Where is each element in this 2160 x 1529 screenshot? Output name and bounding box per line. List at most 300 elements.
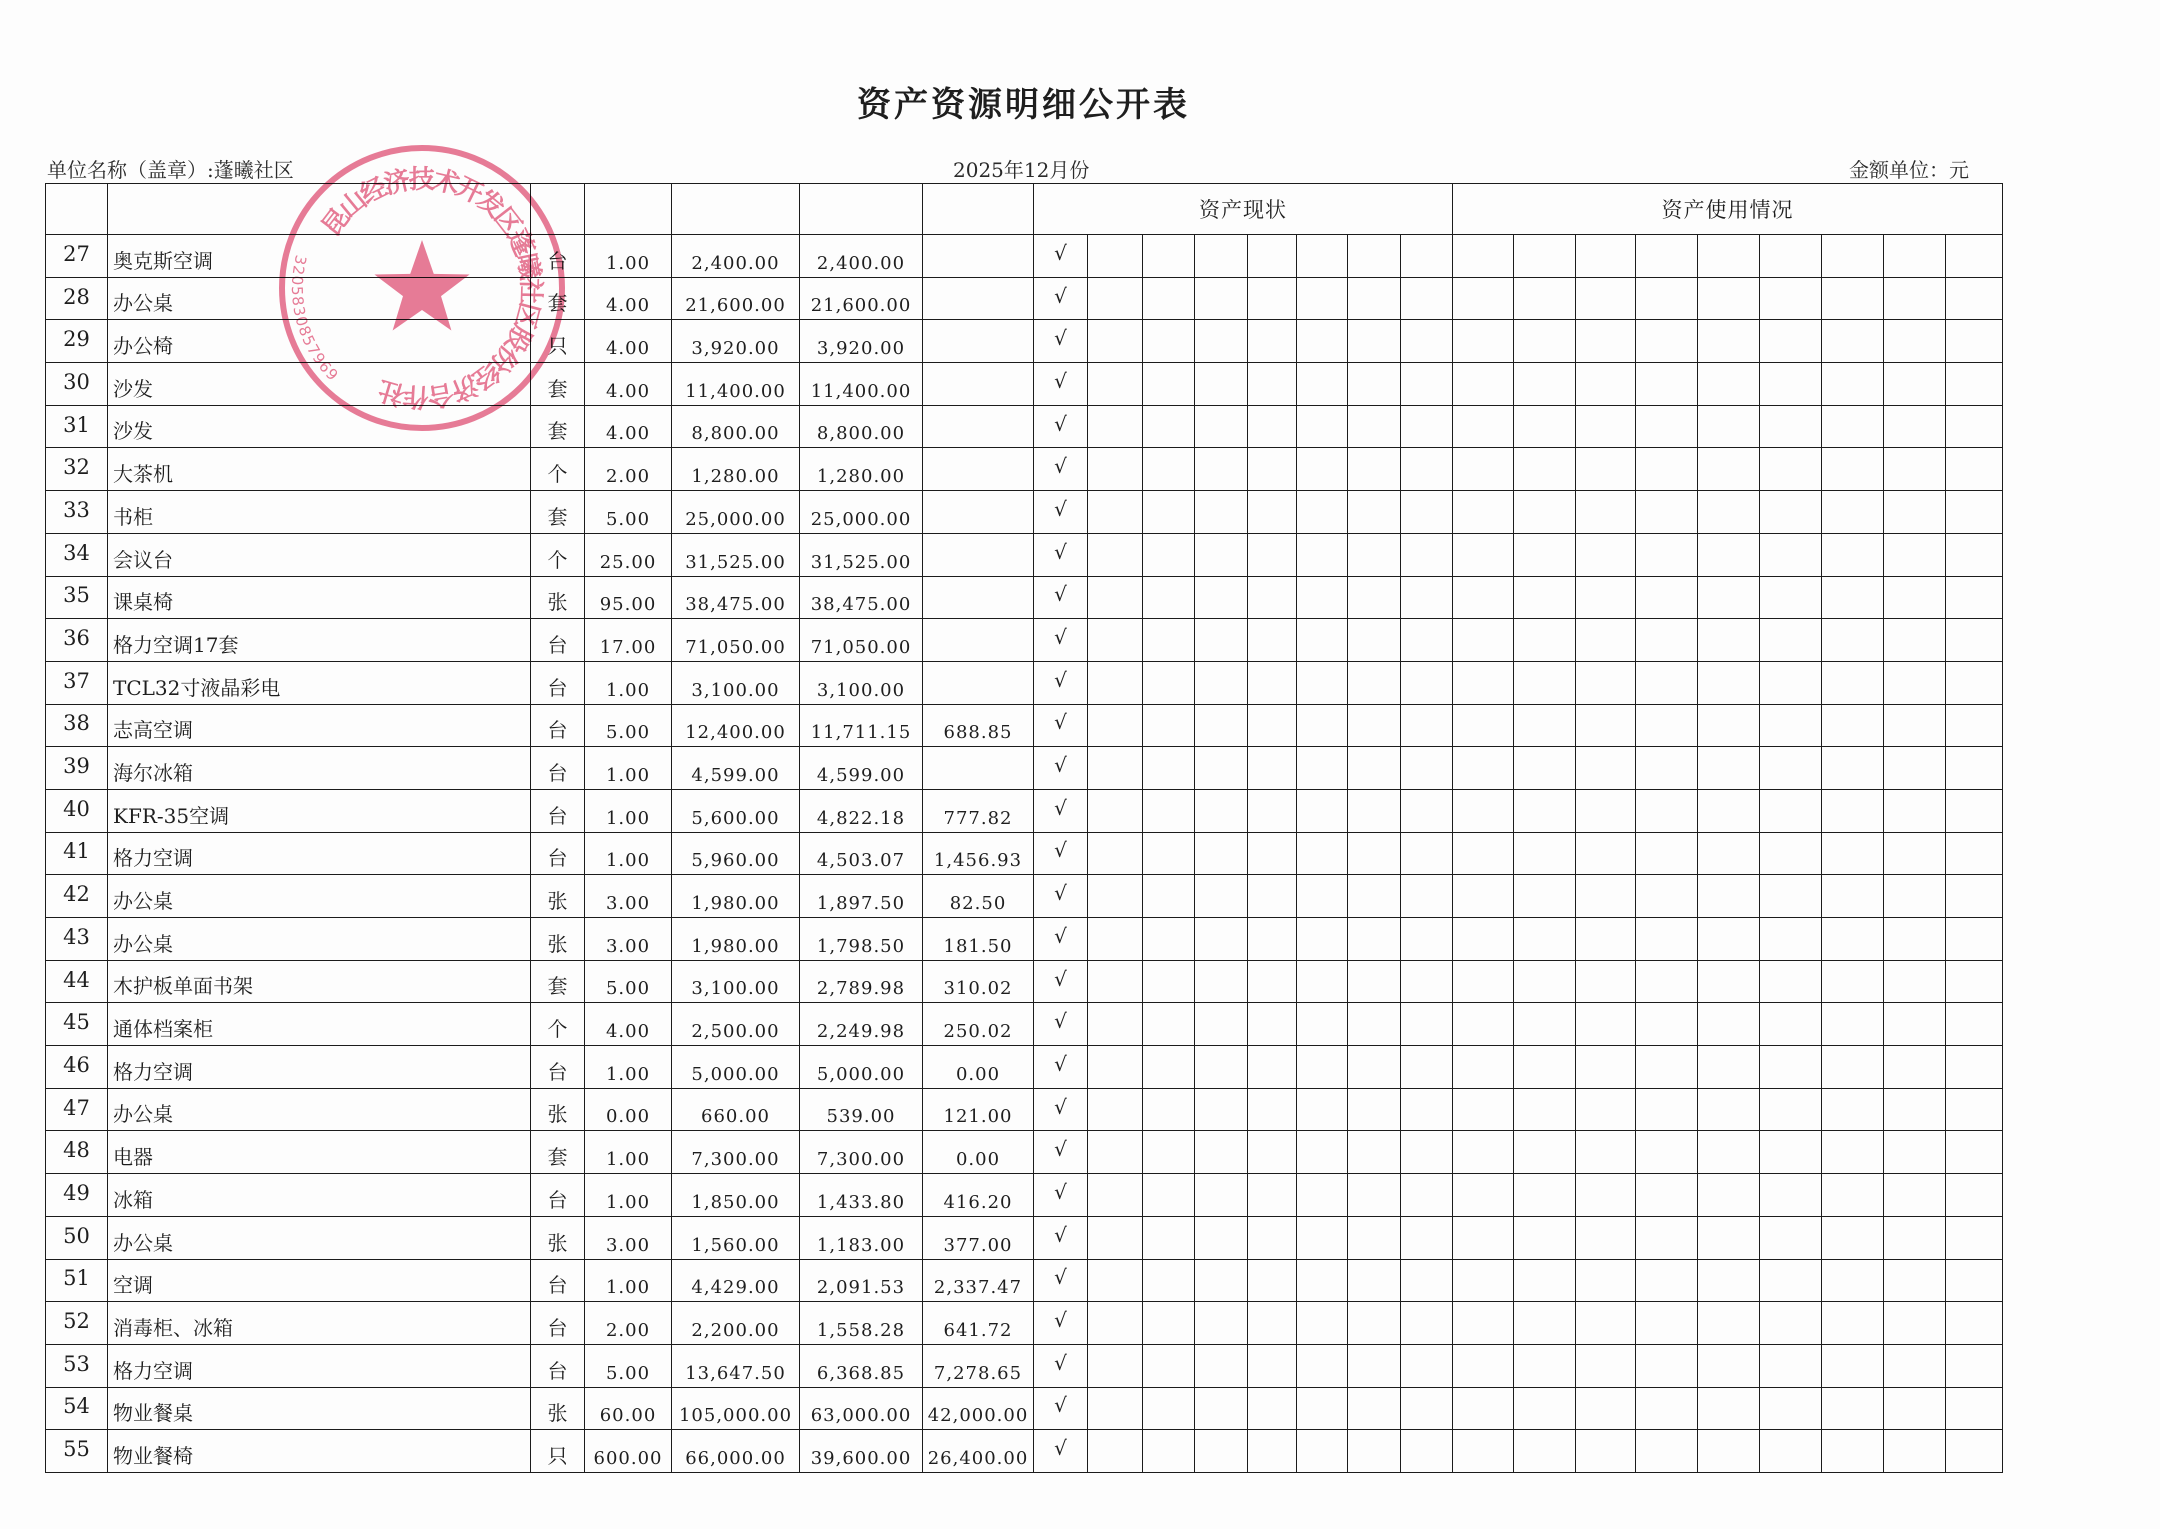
check-mark: √: [1034, 832, 1088, 875]
table-row: [46, 320, 2003, 363]
asset-status-cell: [1195, 405, 1248, 448]
item-name: 奥克斯空调: [108, 235, 531, 278]
asset-status-cell: [1143, 1131, 1195, 1174]
asset-usage-cell: [1698, 576, 1760, 619]
table-header-row: [46, 184, 2003, 235]
row-number: 42: [46, 875, 108, 918]
table-row: [46, 1003, 2003, 1046]
asset-usage-cell: [1760, 1302, 1822, 1345]
asset-status-cell: [1248, 1344, 1297, 1387]
balance: 4,599.00: [800, 747, 923, 790]
asset-usage-cell: [1576, 832, 1636, 875]
asset-usage-cell: [1946, 277, 2003, 320]
difference: 0.00: [923, 1046, 1034, 1089]
quantity: 2.00: [585, 448, 672, 491]
asset-status-cell: [1143, 1430, 1195, 1473]
asset-status-cell: [1143, 1174, 1195, 1217]
asset-status-cell: [1401, 576, 1453, 619]
row-number: 37: [46, 661, 108, 704]
balance: 1,798.50: [800, 918, 923, 961]
asset-usage-cell: [1698, 875, 1760, 918]
table-row: [46, 747, 2003, 790]
asset-usage-cell: [1884, 1003, 1946, 1046]
asset-status-cell: [1248, 619, 1297, 662]
balance: 1,280.00: [800, 448, 923, 491]
header-asset-usage: 资产使用情况: [1453, 184, 2003, 235]
asset-usage-cell: [1514, 1344, 1576, 1387]
check-mark: √: [1034, 619, 1088, 662]
asset-status-cell: [1088, 320, 1143, 363]
balance: 2,400.00: [800, 235, 923, 278]
difference: [923, 491, 1034, 534]
amount: 8,800.00: [672, 405, 800, 448]
table-row: [46, 1430, 2003, 1473]
amount: 5,000.00: [672, 1046, 800, 1089]
item-name: 物业餐椅: [108, 1430, 531, 1473]
unit-of-measure: 台: [531, 747, 585, 790]
table-row: [46, 1088, 2003, 1131]
asset-usage-cell: [1760, 1046, 1822, 1089]
check-mark: √: [1034, 1344, 1088, 1387]
asset-status-cell: [1348, 576, 1401, 619]
asset-status-cell: [1195, 1046, 1248, 1089]
asset-usage-cell: [1576, 448, 1636, 491]
row-number: 29: [46, 320, 108, 363]
asset-usage-cell: [1636, 832, 1698, 875]
asset-usage-cell: [1636, 789, 1698, 832]
table-row: [46, 1259, 2003, 1302]
asset-status-cell: [1297, 960, 1348, 1003]
asset-usage-cell: [1822, 1430, 1884, 1473]
unit-of-measure: 套: [531, 363, 585, 406]
asset-usage-cell: [1514, 533, 1576, 576]
item-name: 办公桌: [108, 918, 531, 961]
balance: 1,897.50: [800, 875, 923, 918]
asset-usage-cell: [1514, 405, 1576, 448]
unit-of-measure: 台: [531, 619, 585, 662]
asset-usage-cell: [1514, 619, 1576, 662]
row-number: 46: [46, 1046, 108, 1089]
asset-usage-cell: [1760, 661, 1822, 704]
asset-usage-cell: [1514, 832, 1576, 875]
balance: 1,183.00: [800, 1216, 923, 1259]
asset-status-cell: [1348, 1259, 1401, 1302]
asset-status-cell: [1248, 320, 1297, 363]
asset-status-cell: [1195, 704, 1248, 747]
unit-of-measure: 只: [531, 1430, 585, 1473]
asset-status-cell: [1248, 747, 1297, 790]
asset-usage-cell: [1884, 448, 1946, 491]
asset-usage-cell: [1946, 1430, 2003, 1473]
asset-usage-cell: [1576, 405, 1636, 448]
asset-usage-cell: [1453, 789, 1514, 832]
unit-of-measure: 张: [531, 1387, 585, 1430]
amount: 25,000.00: [672, 491, 800, 534]
table-row: [46, 1344, 2003, 1387]
difference: [923, 320, 1034, 363]
asset-status-cell: [1401, 747, 1453, 790]
asset-usage-cell: [1636, 277, 1698, 320]
header-blank-cell: [531, 184, 585, 235]
item-name: 空调: [108, 1259, 531, 1302]
quantity: 5.00: [585, 960, 672, 1003]
asset-usage-cell: [1636, 405, 1698, 448]
asset-status-cell: [1297, 405, 1348, 448]
unit-of-measure: 台: [531, 661, 585, 704]
unit-of-measure: 台: [531, 235, 585, 278]
table-row: [46, 875, 2003, 918]
asset-status-cell: [1401, 1430, 1453, 1473]
difference: 26,400.00: [923, 1430, 1034, 1473]
table-row: [46, 704, 2003, 747]
table-row: [46, 1302, 2003, 1345]
asset-usage-cell: [1760, 277, 1822, 320]
asset-status-cell: [1401, 918, 1453, 961]
currency-unit-label: 金额单位：元: [1849, 158, 1969, 182]
item-name: 通体档案柜: [108, 1003, 531, 1046]
quantity: 4.00: [585, 363, 672, 406]
asset-status-cell: [1088, 1088, 1143, 1131]
asset-status-cell: [1195, 1302, 1248, 1345]
asset-usage-cell: [1822, 277, 1884, 320]
asset-usage-cell: [1946, 533, 2003, 576]
row-number: 49: [46, 1174, 108, 1217]
asset-status-cell: [1348, 661, 1401, 704]
row-number: 51: [46, 1259, 108, 1302]
asset-usage-cell: [1514, 576, 1576, 619]
asset-usage-cell: [1760, 918, 1822, 961]
unit-of-measure: 套: [531, 491, 585, 534]
asset-status-cell: [1195, 1387, 1248, 1430]
asset-status-cell: [1401, 1131, 1453, 1174]
asset-status-cell: [1195, 1088, 1248, 1131]
asset-usage-cell: [1636, 875, 1698, 918]
asset-usage-cell: [1884, 533, 1946, 576]
asset-status-cell: [1348, 1046, 1401, 1089]
asset-status-cell: [1401, 789, 1453, 832]
asset-usage-cell: [1698, 533, 1760, 576]
unit-of-measure: 台: [531, 1046, 585, 1089]
asset-status-cell: [1088, 491, 1143, 534]
amount: 66,000.00: [672, 1430, 800, 1473]
asset-usage-cell: [1453, 832, 1514, 875]
asset-status-cell: [1297, 1174, 1348, 1217]
asset-usage-cell: [1946, 1174, 2003, 1217]
asset-status-cell: [1348, 960, 1401, 1003]
asset-status-cell: [1348, 789, 1401, 832]
quantity: 3.00: [585, 1216, 672, 1259]
asset-usage-cell: [1884, 491, 1946, 534]
item-name: TCL32寸液晶彩电: [108, 661, 531, 704]
asset-usage-cell: [1636, 704, 1698, 747]
asset-status-cell: [1401, 619, 1453, 662]
asset-usage-cell: [1760, 1430, 1822, 1473]
unit-of-measure: 只: [531, 320, 585, 363]
amount: 2,200.00: [672, 1302, 800, 1345]
item-name: 格力空调17套: [108, 619, 531, 662]
asset-usage-cell: [1884, 235, 1946, 278]
asset-status-cell: [1088, 619, 1143, 662]
asset-status-cell: [1143, 405, 1195, 448]
difference: 688.85: [923, 704, 1034, 747]
amount: 71,050.00: [672, 619, 800, 662]
asset-status-cell: [1348, 1003, 1401, 1046]
asset-usage-cell: [1514, 1259, 1576, 1302]
asset-status-cell: [1348, 875, 1401, 918]
table-row: [46, 533, 2003, 576]
check-mark: √: [1034, 661, 1088, 704]
asset-status-cell: [1348, 1387, 1401, 1430]
check-mark: √: [1034, 1131, 1088, 1174]
table-row: [46, 1046, 2003, 1089]
amount: 7,300.00: [672, 1131, 800, 1174]
quantity: 1.00: [585, 1046, 672, 1089]
asset-usage-cell: [1822, 1302, 1884, 1345]
row-number: 28: [46, 277, 108, 320]
asset-status-cell: [1348, 747, 1401, 790]
seal-code-text: 3205830857969: [287, 253, 342, 385]
asset-usage-cell: [1453, 1430, 1514, 1473]
check-mark: √: [1034, 448, 1088, 491]
amount: 1,980.00: [672, 875, 800, 918]
unit-of-measure: 张: [531, 918, 585, 961]
asset-usage-cell: [1453, 661, 1514, 704]
asset-usage-cell: [1576, 1344, 1636, 1387]
asset-usage-cell: [1822, 235, 1884, 278]
asset-usage-cell: [1698, 1430, 1760, 1473]
asset-status-cell: [1143, 918, 1195, 961]
quantity: 17.00: [585, 619, 672, 662]
amount: 31,525.00: [672, 533, 800, 576]
asset-usage-cell: [1822, 747, 1884, 790]
asset-status-cell: [1297, 363, 1348, 406]
quantity: 3.00: [585, 875, 672, 918]
asset-status-cell: [1248, 1174, 1297, 1217]
asset-status-cell: [1195, 832, 1248, 875]
asset-usage-cell: [1760, 405, 1822, 448]
quantity: 1.00: [585, 661, 672, 704]
item-name: 办公桌: [108, 875, 531, 918]
asset-status-cell: [1143, 1003, 1195, 1046]
asset-status-cell: [1297, 1302, 1348, 1345]
asset-usage-cell: [1698, 1174, 1760, 1217]
asset-usage-cell: [1576, 875, 1636, 918]
difference: 121.00: [923, 1088, 1034, 1131]
asset-status-cell: [1088, 533, 1143, 576]
asset-usage-cell: [1698, 832, 1760, 875]
item-name: 木护板单面书架: [108, 960, 531, 1003]
asset-usage-cell: [1514, 235, 1576, 278]
table-row: [46, 960, 2003, 1003]
quantity: 1.00: [585, 1259, 672, 1302]
difference: 0.00: [923, 1131, 1034, 1174]
asset-usage-cell: [1822, 1174, 1884, 1217]
asset-usage-cell: [1698, 363, 1760, 406]
asset-usage-cell: [1760, 704, 1822, 747]
quantity: 4.00: [585, 277, 672, 320]
table-row: [46, 491, 2003, 534]
asset-status-cell: [1297, 789, 1348, 832]
asset-usage-cell: [1698, 405, 1760, 448]
quantity: 600.00: [585, 1430, 672, 1473]
amount: 4,429.00: [672, 1259, 800, 1302]
row-number: 30: [46, 363, 108, 406]
asset-usage-cell: [1514, 661, 1576, 704]
asset-usage-cell: [1576, 960, 1636, 1003]
unit-of-measure: 张: [531, 1216, 585, 1259]
amount: 11,400.00: [672, 363, 800, 406]
asset-status-cell: [1297, 918, 1348, 961]
asset-status-cell: [1248, 363, 1297, 406]
asset-status-cell: [1195, 1344, 1248, 1387]
row-number: 48: [46, 1131, 108, 1174]
amount: 13,647.50: [672, 1344, 800, 1387]
table-row: [46, 363, 2003, 406]
table-row: [46, 918, 2003, 961]
item-name: 冰箱: [108, 1174, 531, 1217]
asset-status-cell: [1248, 405, 1297, 448]
asset-status-cell: [1143, 320, 1195, 363]
asset-status-cell: [1348, 320, 1401, 363]
balance: 4,503.07: [800, 832, 923, 875]
row-number: 38: [46, 704, 108, 747]
asset-usage-cell: [1514, 320, 1576, 363]
asset-usage-cell: [1698, 491, 1760, 534]
difference: 82.50: [923, 875, 1034, 918]
asset-status-cell: [1088, 235, 1143, 278]
quantity: 60.00: [585, 1387, 672, 1430]
item-name: 海尔冰箱: [108, 747, 531, 790]
asset-usage-cell: [1453, 1302, 1514, 1345]
asset-usage-cell: [1760, 576, 1822, 619]
table-row: [46, 619, 2003, 662]
asset-status-cell: [1401, 1302, 1453, 1345]
asset-usage-cell: [1946, 405, 2003, 448]
asset-status-cell: [1088, 747, 1143, 790]
balance: 2,091.53: [800, 1259, 923, 1302]
difference: 181.50: [923, 918, 1034, 961]
asset-status-cell: [1401, 320, 1453, 363]
amount: 1,280.00: [672, 448, 800, 491]
asset-usage-cell: [1884, 277, 1946, 320]
balance: 11,711.15: [800, 704, 923, 747]
asset-status-cell: [1248, 1387, 1297, 1430]
asset-status-cell: [1297, 235, 1348, 278]
asset-status-cell: [1195, 320, 1248, 363]
asset-status-cell: [1143, 277, 1195, 320]
balance: 3,100.00: [800, 661, 923, 704]
asset-usage-cell: [1453, 235, 1514, 278]
asset-usage-cell: [1453, 960, 1514, 1003]
asset-status-cell: [1348, 918, 1401, 961]
asset-status-cell: [1348, 1088, 1401, 1131]
item-name: 会议台: [108, 533, 531, 576]
difference: [923, 277, 1034, 320]
unit-of-measure: 套: [531, 960, 585, 1003]
asset-status-cell: [1401, 1003, 1453, 1046]
asset-status-cell: [1401, 533, 1453, 576]
asset-status-cell: [1401, 1344, 1453, 1387]
quantity: 0.00: [585, 1088, 672, 1131]
balance: 63,000.00: [800, 1387, 923, 1430]
asset-usage-cell: [1946, 1088, 2003, 1131]
asset-status-cell: [1143, 789, 1195, 832]
row-number: 47: [46, 1088, 108, 1131]
quantity: 95.00: [585, 576, 672, 619]
asset-usage-cell: [1946, 619, 2003, 662]
difference: 416.20: [923, 1174, 1034, 1217]
difference: 777.82: [923, 789, 1034, 832]
asset-usage-cell: [1884, 875, 1946, 918]
asset-usage-cell: [1946, 1387, 2003, 1430]
asset-usage-cell: [1514, 363, 1576, 406]
amount: 3,100.00: [672, 661, 800, 704]
asset-status-cell: [1297, 576, 1348, 619]
balance: 2,789.98: [800, 960, 923, 1003]
asset-usage-cell: [1636, 1430, 1698, 1473]
asset-usage-cell: [1636, 1344, 1698, 1387]
unit-name-label: 单位名称（盖章）:蓬曦社区: [47, 158, 294, 182]
asset-usage-cell: [1946, 875, 2003, 918]
asset-status-cell: [1297, 1003, 1348, 1046]
unit-of-measure: 台: [531, 832, 585, 875]
difference: [923, 235, 1034, 278]
asset-status-cell: [1248, 491, 1297, 534]
asset-status-cell: [1297, 448, 1348, 491]
asset-usage-cell: [1946, 576, 2003, 619]
asset-status-cell: [1348, 405, 1401, 448]
asset-status-cell: [1143, 661, 1195, 704]
asset-usage-cell: [1822, 576, 1884, 619]
table-row: [46, 832, 2003, 875]
row-number: 50: [46, 1216, 108, 1259]
amount: 2,500.00: [672, 1003, 800, 1046]
balance: 539.00: [800, 1088, 923, 1131]
asset-usage-cell: [1760, 960, 1822, 1003]
asset-usage-cell: [1636, 1216, 1698, 1259]
asset-usage-cell: [1946, 235, 2003, 278]
item-name: 消毒柜、冰箱: [108, 1302, 531, 1345]
asset-usage-cell: [1760, 533, 1822, 576]
asset-usage-cell: [1760, 363, 1822, 406]
asset-usage-cell: [1576, 747, 1636, 790]
difference: 7,278.65: [923, 1344, 1034, 1387]
asset-status-cell: [1143, 1302, 1195, 1345]
asset-status-cell: [1401, 363, 1453, 406]
asset-status-cell: [1088, 1003, 1143, 1046]
item-name: 沙发: [108, 405, 531, 448]
asset-status-cell: [1248, 960, 1297, 1003]
asset-usage-cell: [1884, 832, 1946, 875]
asset-usage-cell: [1698, 320, 1760, 363]
asset-usage-cell: [1453, 1003, 1514, 1046]
asset-usage-cell: [1946, 1003, 2003, 1046]
row-number: 36: [46, 619, 108, 662]
asset-status-cell: [1088, 448, 1143, 491]
asset-status-cell: [1401, 1088, 1453, 1131]
asset-status-cell: [1143, 576, 1195, 619]
asset-usage-cell: [1698, 704, 1760, 747]
asset-usage-cell: [1576, 320, 1636, 363]
amount: 1,850.00: [672, 1174, 800, 1217]
row-number: 45: [46, 1003, 108, 1046]
unit-of-measure: 台: [531, 1259, 585, 1302]
asset-usage-cell: [1822, 1131, 1884, 1174]
asset-status-cell: [1297, 661, 1348, 704]
check-mark: √: [1034, 235, 1088, 278]
asset-status-cell: [1195, 576, 1248, 619]
asset-usage-cell: [1822, 619, 1884, 662]
